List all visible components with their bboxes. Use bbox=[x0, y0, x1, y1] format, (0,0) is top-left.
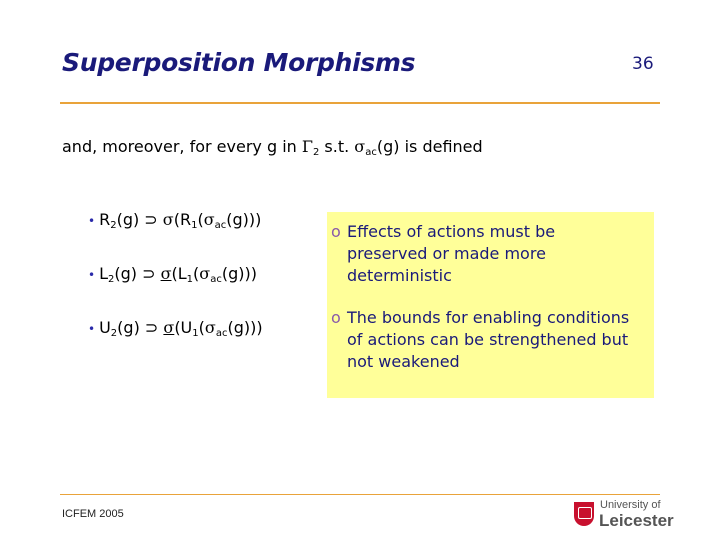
slide-title: Superposition Morphisms bbox=[62, 48, 416, 77]
bullet-item: • $L_2(g)$ ⊃ $\sigma(L_1(\sigma_{ac}(g)))$ bbox=[88, 264, 257, 285]
intro-before: and, moreover, for every g in bbox=[62, 137, 302, 156]
bullet-item: • $R_2(g)$ ⊃ $\sigma(R_1(\sigma_{ac}(g)))$ bbox=[88, 210, 262, 231]
shield-icon bbox=[574, 502, 594, 526]
bullet-dot: • bbox=[88, 322, 96, 336]
sigma-subscript: ac bbox=[365, 147, 377, 158]
note-box bbox=[327, 212, 654, 398]
slide-number: 36 bbox=[632, 54, 654, 74]
note-text: The bounds for enabling conditions of actions can be strengthened but not weakened bbox=[347, 308, 630, 371]
university-logo bbox=[574, 498, 686, 532]
note-marker: o bbox=[331, 308, 341, 327]
gamma-symbol: Γ bbox=[301, 137, 313, 156]
logo-main-text: Leicester bbox=[599, 511, 674, 530]
bullet-item: • $U_2(g)$ ⊃ $\sigma(U_1(\sigma_{ac}(g)))$ bbox=[88, 318, 263, 339]
logo-top-text: University of bbox=[600, 499, 661, 511]
sigma-symbol: σ bbox=[354, 137, 366, 156]
intro-text bbox=[62, 137, 483, 158]
top-divider bbox=[60, 102, 660, 104]
intro-after: (g) is defined bbox=[376, 137, 483, 156]
gamma-subscript: 2 bbox=[312, 147, 320, 158]
intro-mid: s.t. bbox=[319, 137, 355, 156]
note-text: Effects of actions must be preserved or made more deterministic bbox=[347, 222, 556, 285]
bullet-dot: • bbox=[88, 268, 96, 282]
note-marker: o bbox=[331, 222, 341, 241]
bullet-dot: • bbox=[88, 214, 96, 228]
footer-conference: ICFEM 2005 bbox=[62, 508, 124, 520]
bottom-divider bbox=[60, 494, 660, 495]
